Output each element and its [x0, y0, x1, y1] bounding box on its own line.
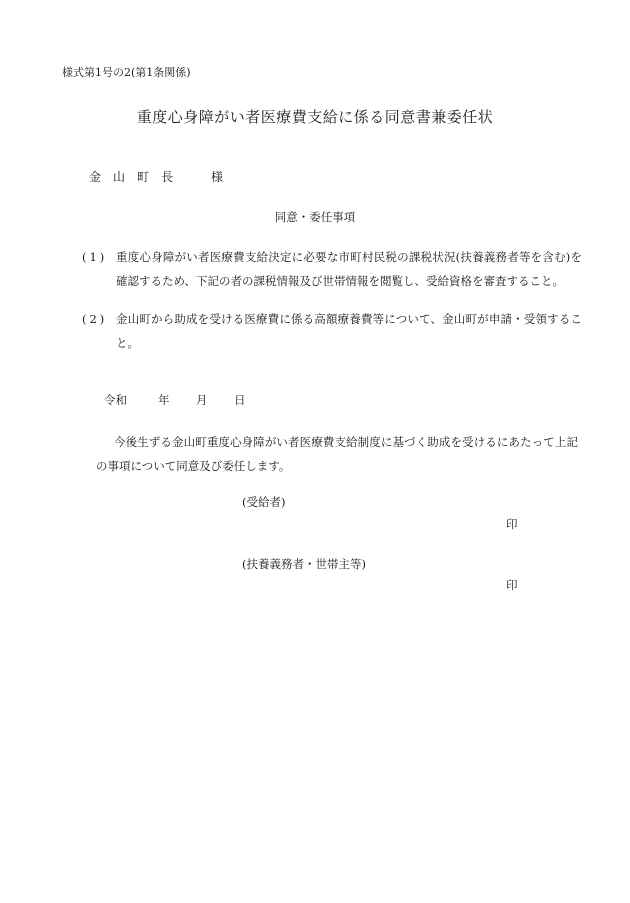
date-era: 令和	[104, 393, 127, 407]
consent-item	[82, 307, 582, 355]
guardian-label: (扶養義務者・世帯主等)	[242, 557, 366, 571]
addressee	[89, 168, 223, 185]
item-number: (1)	[82, 250, 108, 264]
document-title: 重度心身障がい者医療費支給に係る同意書兼委任状	[136, 108, 494, 126]
addressee-town: 金山町長	[89, 170, 186, 184]
recipient-seal-mark: 印	[506, 517, 518, 531]
guardian-seal-mark: 印	[506, 578, 518, 592]
recipient-label: (受給者)	[242, 495, 286, 509]
date-year: 年	[158, 393, 170, 407]
item-text: 金山町から助成を受ける医療費に係る高額療養費等について、金山町が申請・受領すること。	[116, 312, 582, 350]
date-month: 月	[196, 393, 208, 407]
consent-statement: 今後生ずる金山町重度心身障がい者医療費支給制度に基づく助成を受けるにあたって上記の事項について同意及び委任します。	[96, 435, 578, 473]
consent-item	[82, 245, 582, 293]
section-heading: 同意・委任事項	[274, 210, 356, 224]
addressee-honorific: 様	[211, 170, 224, 184]
date-day: 日	[234, 393, 246, 407]
date-line	[104, 392, 246, 408]
item-number: (2)	[82, 312, 108, 326]
form-number: 様式第1号の2(第1条関係)	[62, 66, 191, 79]
item-text: 重度心身障がい者医療費支給決定に必要な市町村民税の課税状況(扶養義務者等を含む)を確認するため、下記の者の課税情報及び世帯情報を閲覧し、受給資格を審査すること。	[116, 250, 582, 288]
